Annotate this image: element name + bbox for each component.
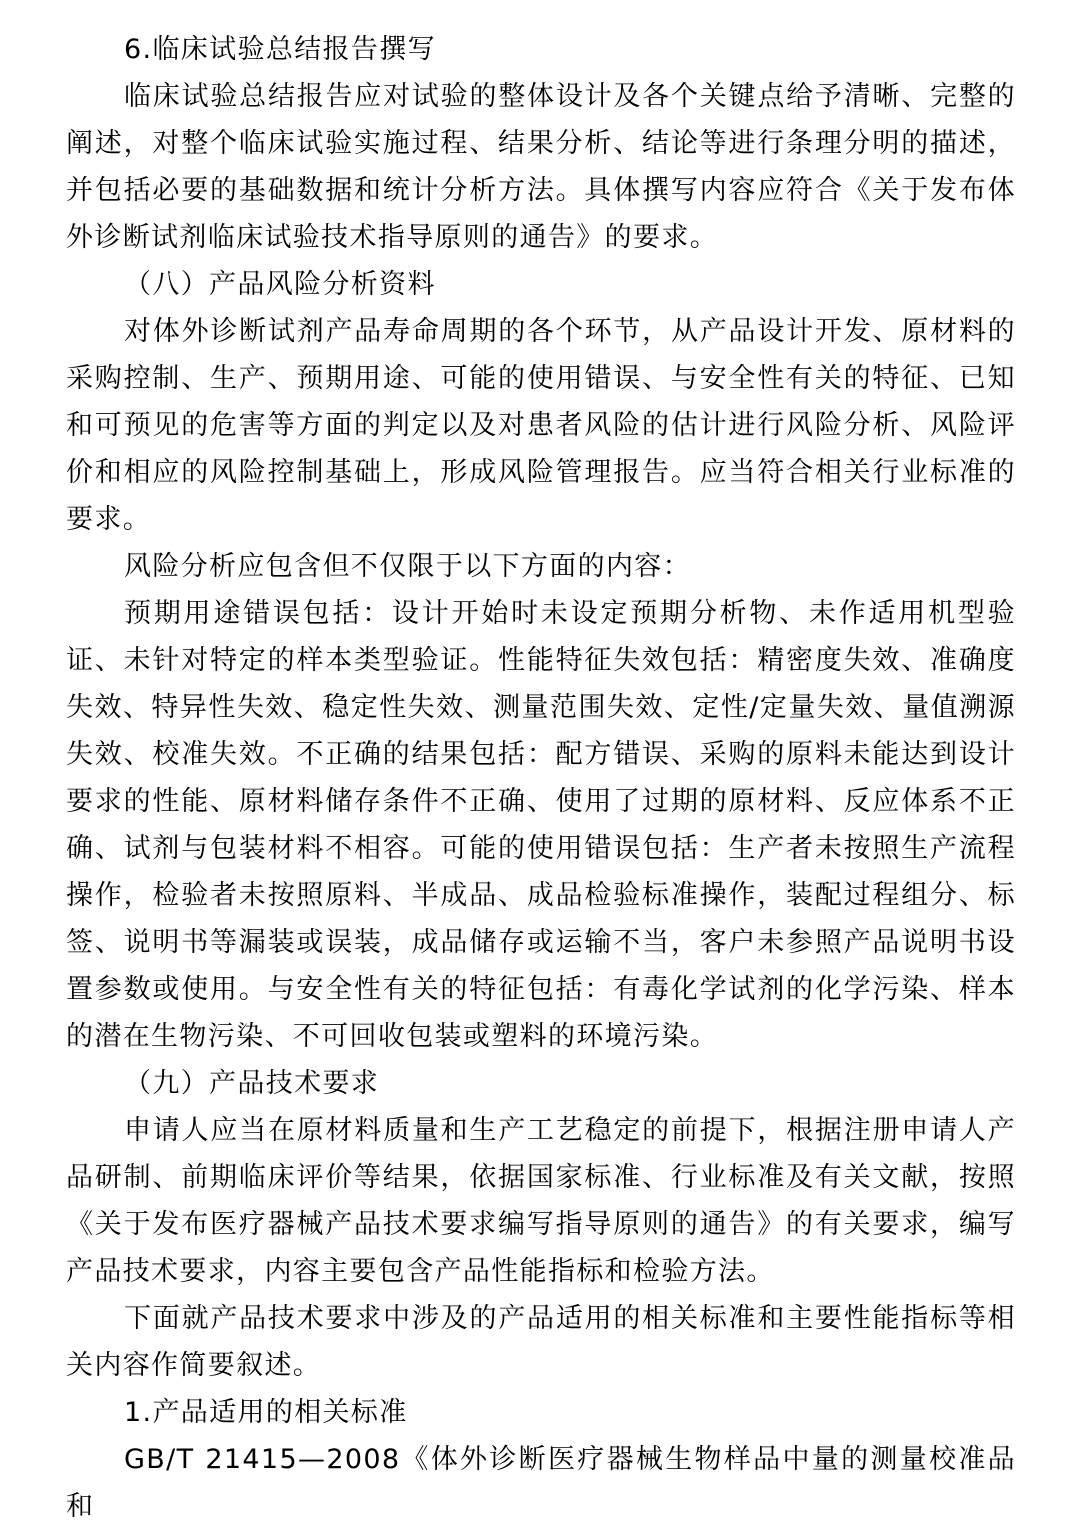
section-heading-standards: 1.产品适用的相关标准: [124, 1397, 408, 1428]
paragraph-tech-requirements: 申请人应当在原材料质量和生产工艺稳定的前提下，根据注册申请人产品研制、前期临床评价等结果，依据国家标准、行业标准及有关文献，按照《关于发布医疗器械产品技术要求编写指导原则的通告》的有关要求，编写产品技术要求，内容主要包含产品性能指标和检验方法。: [66, 1115, 1016, 1287]
section-heading-risk-analysis: （八）产品风险分析资料: [124, 269, 436, 300]
section-heading-clinical-report: 6.临床试验总结报告撰写: [124, 34, 436, 65]
section-heading-tech-requirements: （九）产品技术要求: [124, 1068, 380, 1099]
paragraph-clinical-report: 临床试验总结报告应对试验的整体设计及各个关键点给予清晰、完整的阐述，对整个临床试验实施过程、结果分析、结论等进行条理分明的描述，并包括必要的基础数据和统计分析方法。具体撰写内容应符合《关于发布体外诊断试剂临床试验技术指导原则的通告》的要求。: [66, 81, 1016, 253]
paragraph-risk-analysis: 对体外诊断试剂产品寿命周期的各个环节，从产品设计开发、原材料的采购控制、生产、预期用途、可能的使用错误、与安全性有关的特征、已知和可预见的危害等方面的判定以及对患者风险的估计进行风险分析、风险评价和相应的风险控制基础上，形成风险管理报告。应当符合相关行业标准的要求。: [66, 316, 1016, 535]
document-page: [66, 26, 1016, 1530]
paragraph-risk-details: 预期用途错误包括：设计开始时未设定预期分析物、未作适用机型验证、未针对特定的样本类型验证。性能特征失效包括：精密度失效、准确度失效、特异性失效、稳定性失效、测量范围失效、定性/定量失效、量值溯源失效、校准失效。不正确的结果包括：配方错误、采购的原料未能达到设计要求的性能、原材料储存条件不正确、使用了过期的原材料、反应体系不正确、试剂与包装材料不相容。可能的使用错误包括：生产者未按照生产流程操作，检验者未按照原料、半成品、成品检验标准操作，装配过程组分、标签、说明书等漏装或误装，成品储存或运输不当，客户未参照产品说明书设置参数或使用。与安全性有关的特征包括：有毒化学试剂的化学污染、样本的潜在生物污染、不可回收包装或塑料的环境污染。: [66, 598, 1016, 1052]
paragraph-risk-scope: 风险分析应包含但不仅限于以下方面的内容：: [124, 551, 691, 582]
paragraph-tech-summary: 下面就产品技术要求中涉及的产品适用的相关标准和主要性能指标等相关内容作简要叙述。: [66, 1303, 1016, 1381]
paragraph-standard-gbt: GB/T 21415—2008《体外诊断医疗器械生物样品中量的测量校准品和: [66, 1444, 1016, 1522]
